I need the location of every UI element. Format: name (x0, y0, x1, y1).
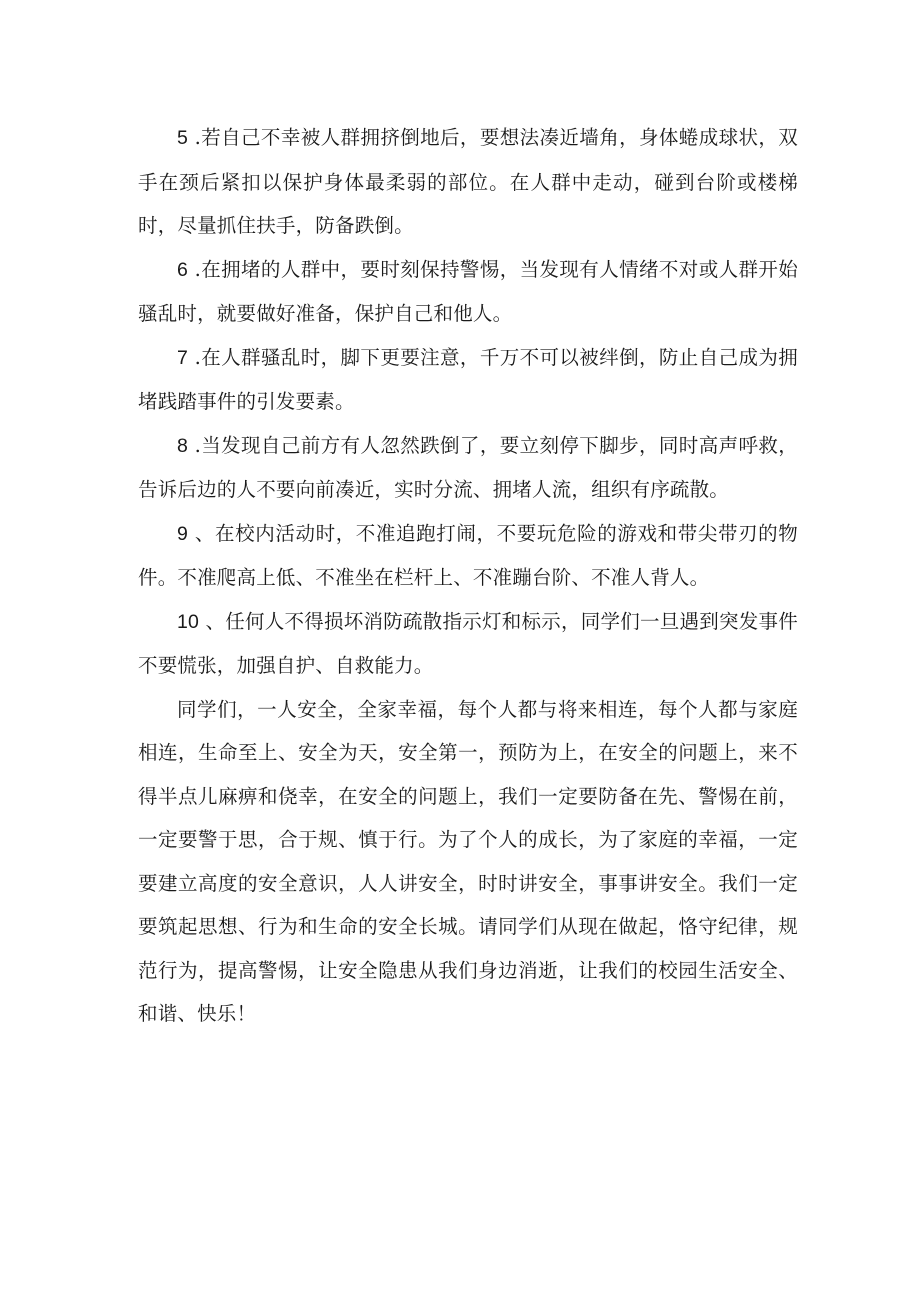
list-item (138, 116, 798, 248)
item-text: .在人群骚乱时，脚下更要注意，千万不可以被绊倒，防止自己成为拥堵践踏事件的引发要素。 (138, 345, 798, 413)
item-text: .在拥堵的人群中，要时刻保持警惕，当发现有人情绪不对或人群开始骚乱时，就要做好准备，保护自己和他人。 (138, 257, 798, 325)
item-number: 6 (177, 258, 189, 281)
item-number: 9 (177, 522, 189, 545)
item-number: 5 (177, 127, 189, 149)
list-item (138, 248, 798, 336)
item-text: 、任何人不得损坏消防疏散指示灯和标示，同学们一旦遇到突发事件不要慌张，加强自护、自救能力。 (138, 609, 798, 677)
item-text: 、在校内活动时，不准追跑打闹，不要玩危险的游戏和带尖带刃的物件。不准爬高上低、不准坐在栏杆上、不准蹦台阶、不准人背人。 (138, 521, 798, 589)
list-item (138, 512, 798, 600)
list-item (138, 336, 798, 424)
closing-paragraph: 同学们，一人安全，全家幸福，每个人都与将来相连，每个人都与家庭相连，生命至上、安全为天，安全第一，预防为上，在安全的问题上，来不得半点儿麻痹和侥幸，在安全的问题上，我们一定要防备在先、警惕在前，一定要警于思，合于规、慎于行。为了个人的成长，为了家庭的幸福，一定要建立高度的安全意识，人人讲安全，时时讲安全，事事讲安全。我们一定要筑起思想、行为和生命的安全长城。请同学们从现在做起，恪守纪律，规范行为，提高警惕，让安全隐患从我们身边消逝，让我们的校园生活安全、和谐、快乐！ (138, 697, 798, 1025)
item-number: 10 (177, 610, 200, 633)
item-text: .若自己不幸被人群拥挤倒地后，要想法凑近墙角，身体蜷成球状，双手在颈后紧扣以保护身体最柔弱的部位。在人群中走动，碰到台阶或楼梯时，尽量抓住扶手，防备跌倒。 (138, 126, 798, 237)
item-number: 7 (177, 346, 189, 369)
item-number: 8 (177, 434, 189, 457)
item-text: .当发现自己前方有人忽然跌倒了，要立刻停下脚步，同时高声呼救，告诉后边的人不要向前凑近，实时分流、拥堵人流，组织有序疏散。 (138, 433, 798, 501)
list-item (138, 600, 798, 688)
document-body (138, 116, 798, 1036)
list-item (138, 424, 798, 512)
